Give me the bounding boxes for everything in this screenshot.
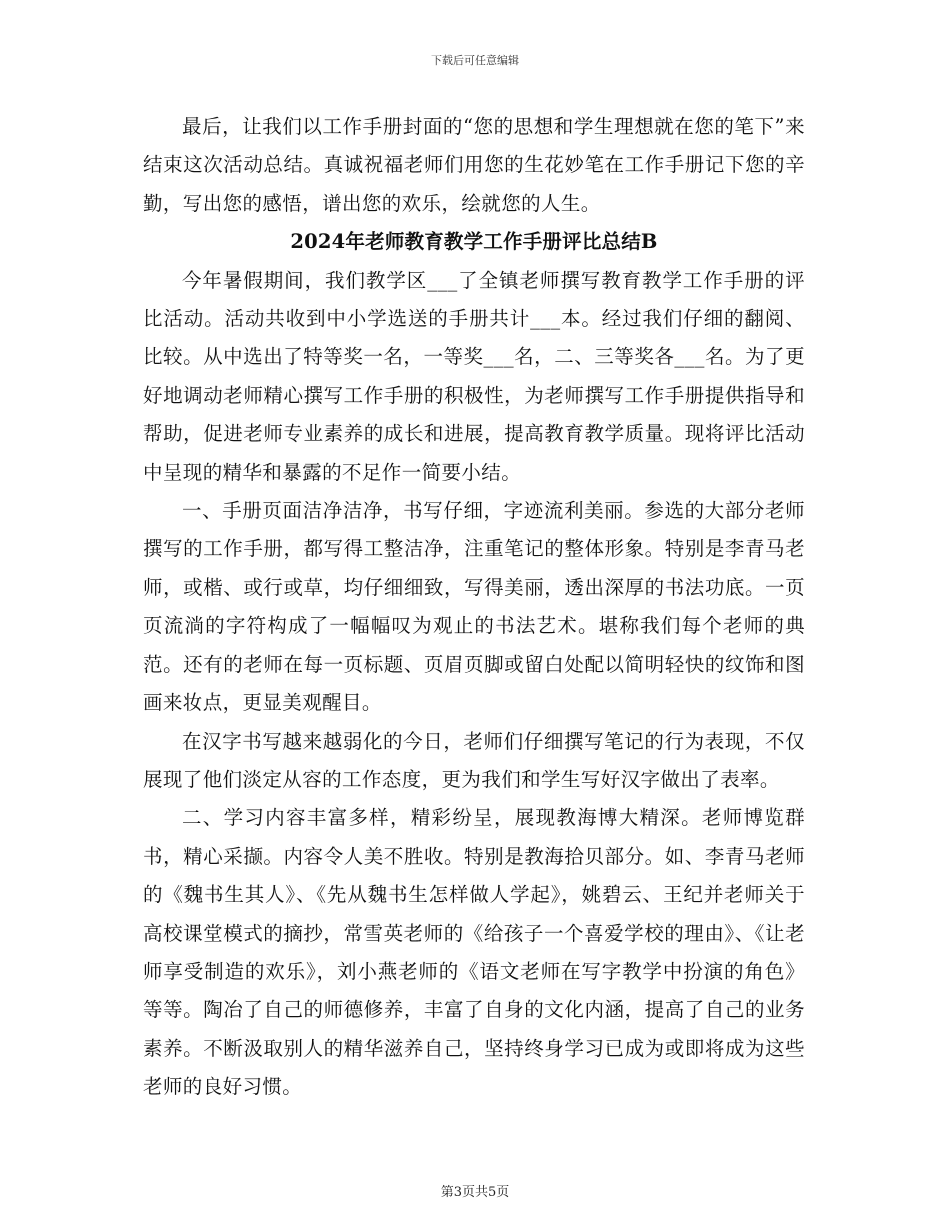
paragraph-overview: 今年暑假期间，我们教学区___了全镇老师撰写教育教学工作手册的评比活动。活动共收到中小学选送的手册共计___本。经过我们仔细的翻阅、比较。从中选出了特等奖一名，一等奖___名，二、三等奖各___名。为了更好地调动老师精心撰写工作手册的积极性，为老师撰写工作手册提供指导和帮助，促进老师专业素养的成长和进展，提高教育教学质量。现将评比活动中呈现的精华和暴露的不足作一简要小结。 xyxy=(143,268,805,484)
paragraph-section-one: 一、手册页面洁净洁净，书写仔细，字迹流利美丽。参选的大部分老师撰写的工作手册，都写得工整洁净，注重笔记的整体形象。特别是李青马老师，或楷、或行或草，均仔细细致，写得美丽，透出深厚的书法功底。一页页流淌的字符构成了一幅幅叹为观止的书法艺术。堪称我们每个老师的典范。还有的老师在每一页标题、页眉页脚或留白处配以简明轻快的纹饰和图画来妆点，更显美观醒目。 xyxy=(143,499,805,715)
document-title: 2024年老师教育教学工作手册评比总结B xyxy=(290,230,658,254)
document-body xyxy=(143,108,805,1107)
paragraph-handwriting: 在汉字书写越来越弱化的今日，老师们仔细撰写笔记的行为表现，不仅展现了他们淡定从容的工作态度，更为我们和学生写好汉字做出了表率。 xyxy=(143,729,805,791)
page-header: 下载后可任意编辑 xyxy=(431,54,519,67)
intro-paragraph: 最后，让我们以工作手册封面的“您的思想和学生理想就在您的笔下”来结束这次活动总结。真诚祝福老师们用您的生花妙笔在工作手册记下您的辛勤，写出您的感悟，谱出您的欢乐，绘就您的人生。 xyxy=(143,115,805,215)
paragraph-section-two: 二、学习内容丰富多样，精彩纷呈，展现教海博大精深。老师博览群书，精心采撷。内容令人美不胜收。特别是教海拾贝部分。如、李青马老师的《魏书生其人》、《先从魏书生怎样做人学起》，姚碧云、王纪并老师关于高校课堂模式的摘抄，常雪英老师的《给孩子一个喜爱学校的理由》、《让老师享受制造的欢乐》，刘小燕老师的《语文老师在写字教学中扮演的角色》等等。陶冶了自己的师德修养，丰富了自身的文化内涵，提高了自己的业务素养。不断汲取别人的精华滋养自己，坚持终身学习已成为或即将成为这些老师的良好习惯。 xyxy=(143,806,805,1099)
page-footer: 第3页共5页 xyxy=(440,1185,510,1200)
